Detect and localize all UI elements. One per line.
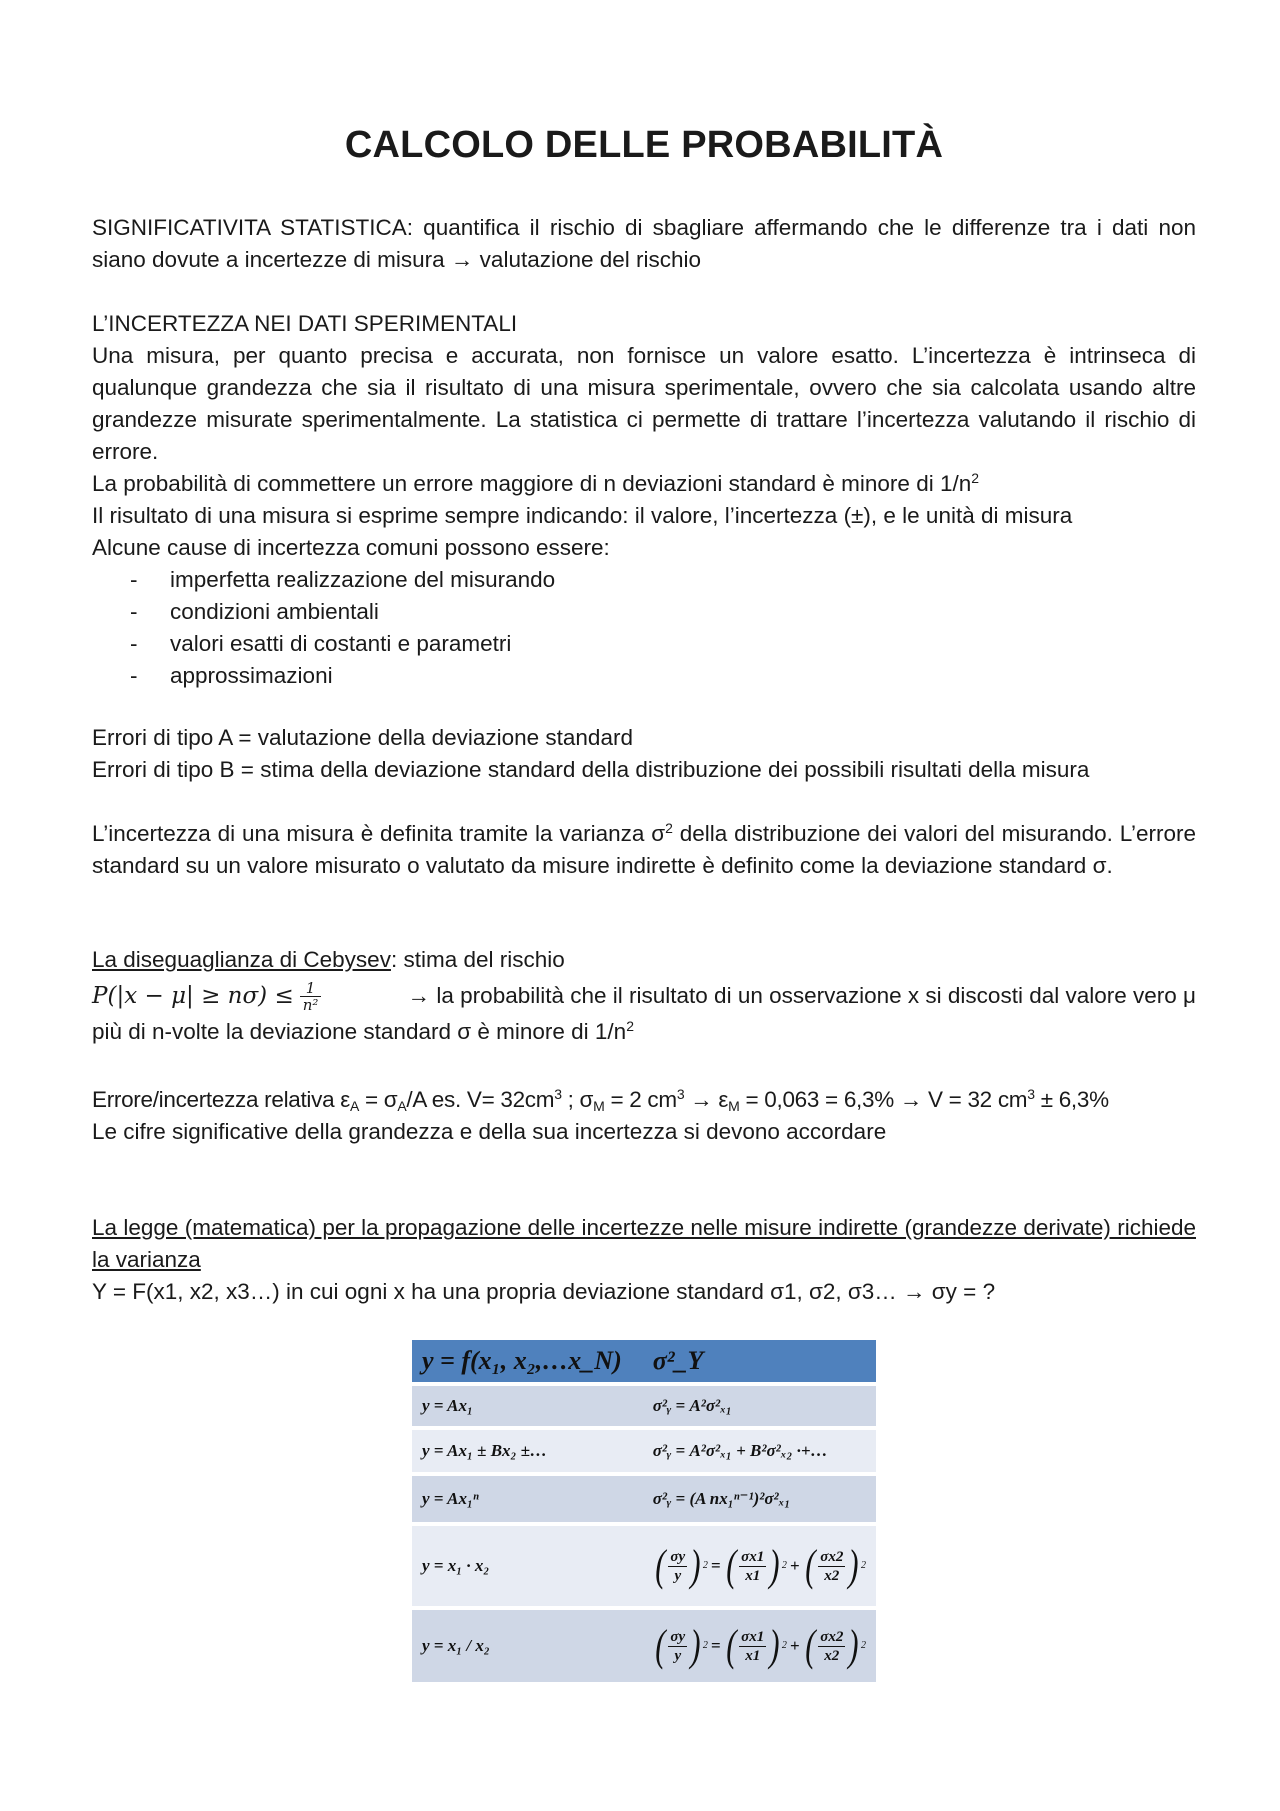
uncertainty-paragraph: Una misura, per quanto precisa e accurata, non fornisce un valore esatto. L’incertezza è intrinseca di qualunque grandezza che sia il risultato di una misura sperimentale, ovvero che sia calcolata usando altre grandezze misurate sperimentalmente. La statistica ci permette di trattare l’incertezza valutando il rischio di errore. [92, 343, 1196, 464]
bullet-dash: - [130, 567, 138, 592]
error-type-a: Errori di tipo A = valutazione della deviazione standard [92, 725, 633, 750]
propagation-table [412, 1340, 876, 1682]
bullet-dash: - [130, 663, 138, 688]
row-function: y = Ax₁ ± Bx₂ ±… [412, 1428, 639, 1474]
row-variance: σ²ᵧ = A²σ²ₓ₁ [639, 1384, 876, 1428]
propagation-heading: La legge (matematica) per la propagazione delle incertezze nelle misure indirette (grandezze derivate) richiede la varianza [92, 1215, 1196, 1272]
row-variance [639, 1524, 876, 1608]
cebysev-section [92, 944, 1196, 1048]
result-line: Il risultato di una misura si esprime sempre indicando: il valore, l’incertezza (±), e le unità di misura [92, 503, 1073, 528]
row-variance: σ²ᵧ = (A nx₁ⁿ⁻¹)²σ²ₓ₁ [639, 1474, 876, 1524]
variance-paragraph: L’incertezza di una misura è definita tramite la varianza $\sigma^2$ della distribuzione dei valori del misurando. L’errore standard su un valore misurato o valutato da misure indirette è definito come la deviazione standard σ. [92, 820, 1196, 878]
fraction-formula: ( σy y ) 2 = ( σx1 x1 ) 2 + ( σx2 x2 ) 2 [654, 1541, 866, 1590]
cause-item: - imperfetta realizzazione del misurando [92, 564, 1196, 596]
bullet-dash: - [130, 631, 138, 656]
row-function: y = x₁ / x₂ [412, 1608, 639, 1682]
significant-digits-line: Le cifre significative della grandezza e della sua incertezza si devono accordare [92, 1119, 887, 1144]
header-variance: σ²_Y [639, 1340, 876, 1384]
uncertainty-section [92, 308, 1196, 692]
row-function: y = x₁ · x₂ [412, 1524, 639, 1608]
uncertainty-heading: L’INCERTEZZA NEI DATI SPERIMENTALI [92, 311, 518, 336]
relative-error-line: Errore/incertezza relativa $\varepsilon_A = \sigma_A/A$ es. $V= 32cm^3$ ; $\sigma_M = 2$ $cm^3 \to \varepsilon_M = 0,063 = 6,3\% \to V = 32$ $cm^3 \pm 6,3\%$ [92, 1086, 1109, 1114]
row-function: y = Ax₁ [412, 1384, 639, 1428]
cebysev-description-2: più di n-volte la deviazione standard σ è minore di $1/n^2$ [92, 1018, 634, 1044]
cause-item: - valori esatti di costanti e parametri [92, 628, 1196, 660]
cebysev-fraction: $\frac{1}{\text{n²}}$ [300, 980, 322, 1013]
propagation-section [92, 1212, 1196, 1308]
table-header [412, 1340, 876, 1384]
significance-paragraph [92, 212, 1196, 276]
cebysev-heading: La diseguaglianza di Cebysev: stima del rischio [92, 947, 565, 972]
table-row [412, 1428, 876, 1474]
table-row [412, 1384, 876, 1428]
cebysev-description: → la probabilità che il risultato di un osservazione x si discosti dal valore vero μ [407, 983, 1196, 1008]
header-function: y = f(x₁, x₂,…x_N) [412, 1340, 639, 1384]
error-type-b: Errori di tipo B = stima della deviazione standard della distribuzione dei possibili risultati della misura [92, 757, 1090, 782]
table-row [412, 1474, 876, 1524]
table-row [412, 1608, 876, 1682]
cause-item: - approssimazioni [92, 660, 1196, 692]
causes-intro: Alcune cause di incertezza comuni possono essere: [92, 535, 610, 560]
row-variance [639, 1608, 876, 1682]
significance-line-1: SIGNIFICATIVITA STATISTICA: quantifica il rischio di sbagliare affermando che le differenze tra i dati non [92, 215, 1196, 240]
probability-line: La probabilità di commettere un errore maggiore di n deviazioni standard è minore di $1/n^2$ [92, 470, 980, 496]
cebysev-formula-line [92, 976, 1196, 1016]
page-title: CALCOLO DELLE PROBABILITÀ [344, 124, 944, 166]
propagation-line: Y = F(x1, x2, x3…) in cui ogni x ha una propria deviazione standard σ1, σ2, σ3… → σy = ? [92, 1279, 996, 1304]
bullet-dash: - [130, 599, 138, 624]
row-variance: σ²ᵧ = A²σ²ₓ₁ + B²σ²ₓ₂ ·+… [639, 1428, 876, 1474]
fraction-formula: ( σy y ) 2 = ( σx1 x1 ) 2 + ( σx2 x2 ) 2 [654, 1621, 866, 1670]
error-types [92, 722, 1196, 786]
cause-item: - condizioni ambientali [92, 596, 1196, 628]
significance-line-2: siano dovute a incertezze di misura → valutazione del rischio [92, 247, 702, 272]
relative-error [92, 1084, 1196, 1148]
cebysev-formula: P(|x − μ| ≥ nσ) ≤ [92, 983, 294, 1009]
table-row [412, 1524, 876, 1608]
row-function: y = Ax₁ⁿ [412, 1474, 639, 1524]
